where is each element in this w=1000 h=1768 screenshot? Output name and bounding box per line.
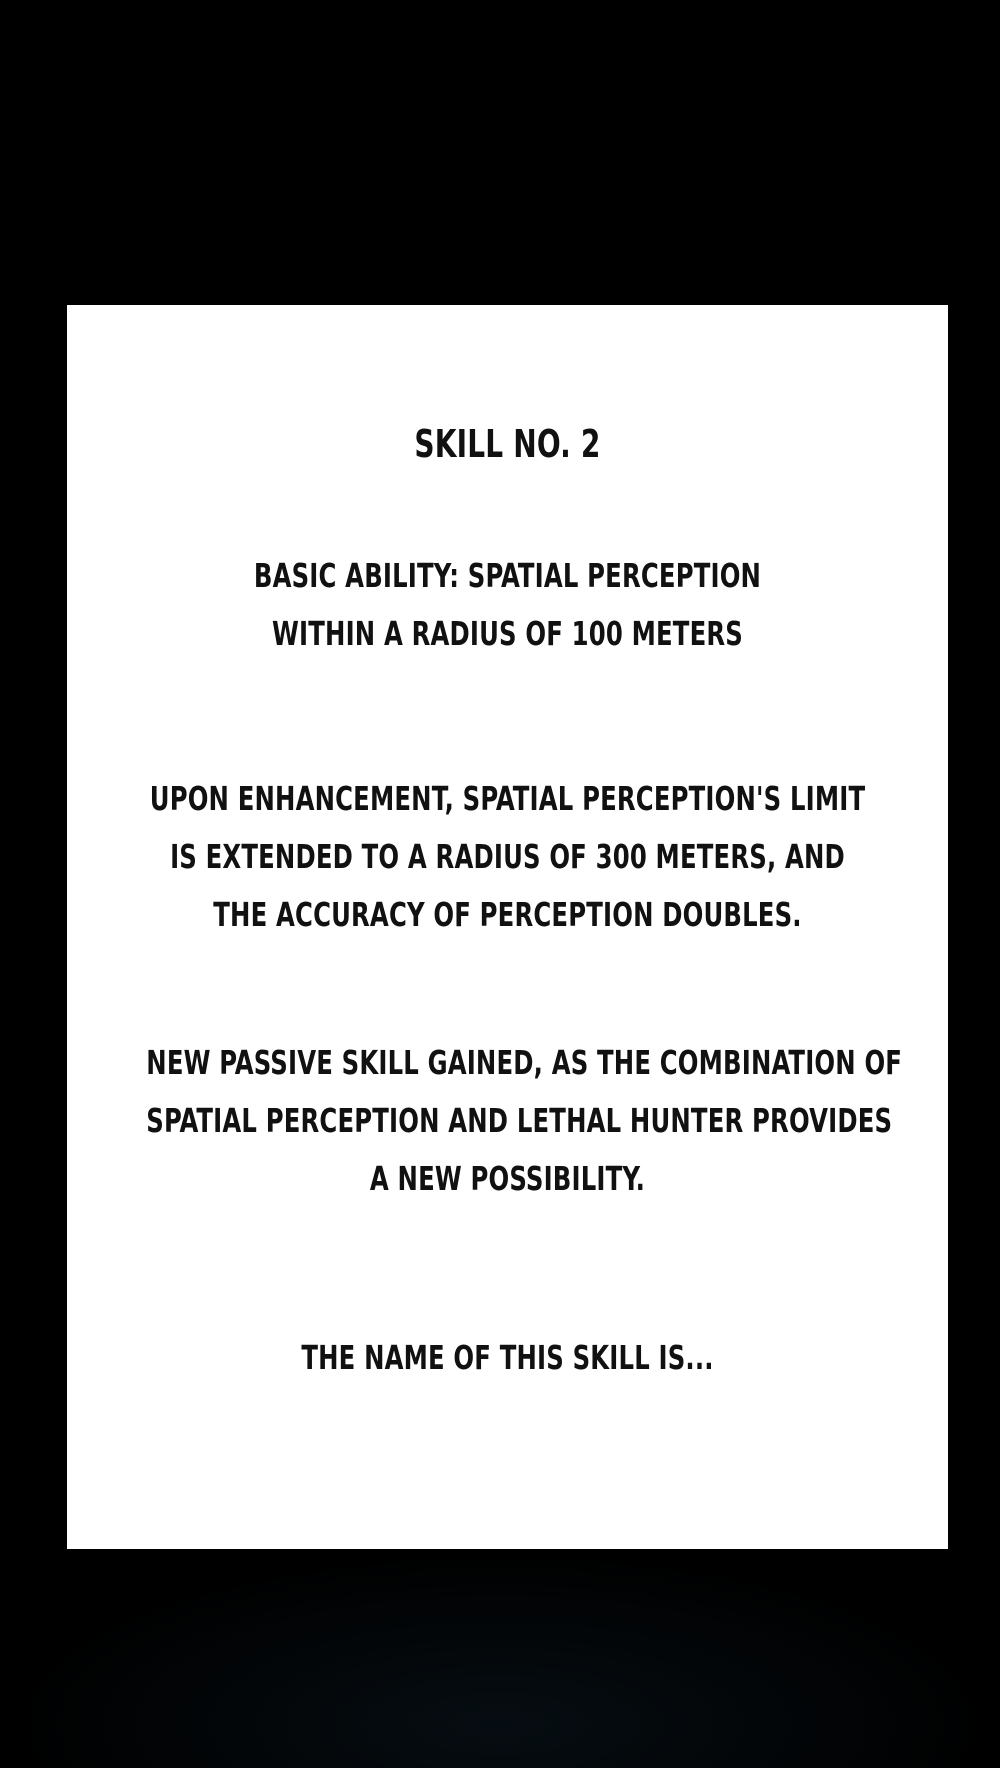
paragraph-line: THE NAME OF THIS SKILL IS... <box>301 1338 714 1377</box>
enhancement-paragraph <box>146 770 868 944</box>
paragraph-line: IS EXTENDED TO A RADIUS OF 300 METERS, AND <box>170 837 845 876</box>
paragraph-line: NEW PASSIVE SKILL GAINED, AS THE COMBINATION OF <box>146 1043 903 1082</box>
paragraph-line: SPATIAL PERCEPTION AND LETHAL HUNTER PROVIDES <box>146 1101 893 1140</box>
paragraph-line: UPON ENHANCEMENT, SPATIAL PERCEPTION'S LIMIT <box>149 779 866 818</box>
skill-name-teaser <box>146 1329 868 1387</box>
dark-background-gradient <box>0 1549 1000 1768</box>
skill-info-panel <box>67 305 948 1549</box>
paragraph-line: A NEW POSSIBILITY. <box>369 1159 646 1198</box>
passive-skill-paragraph <box>146 1034 903 1208</box>
paragraph-line: WITHIN A RADIUS OF 100 METERS <box>272 614 743 653</box>
skill-title: SKILL NO. 2 <box>414 422 601 466</box>
paragraph-line: THE ACCURACY OF PERCEPTION DOUBLES. <box>213 895 802 934</box>
paragraph-line: BASIC ABILITY: SPATIAL PERCEPTION <box>253 556 762 595</box>
basic-ability-paragraph <box>146 547 868 663</box>
